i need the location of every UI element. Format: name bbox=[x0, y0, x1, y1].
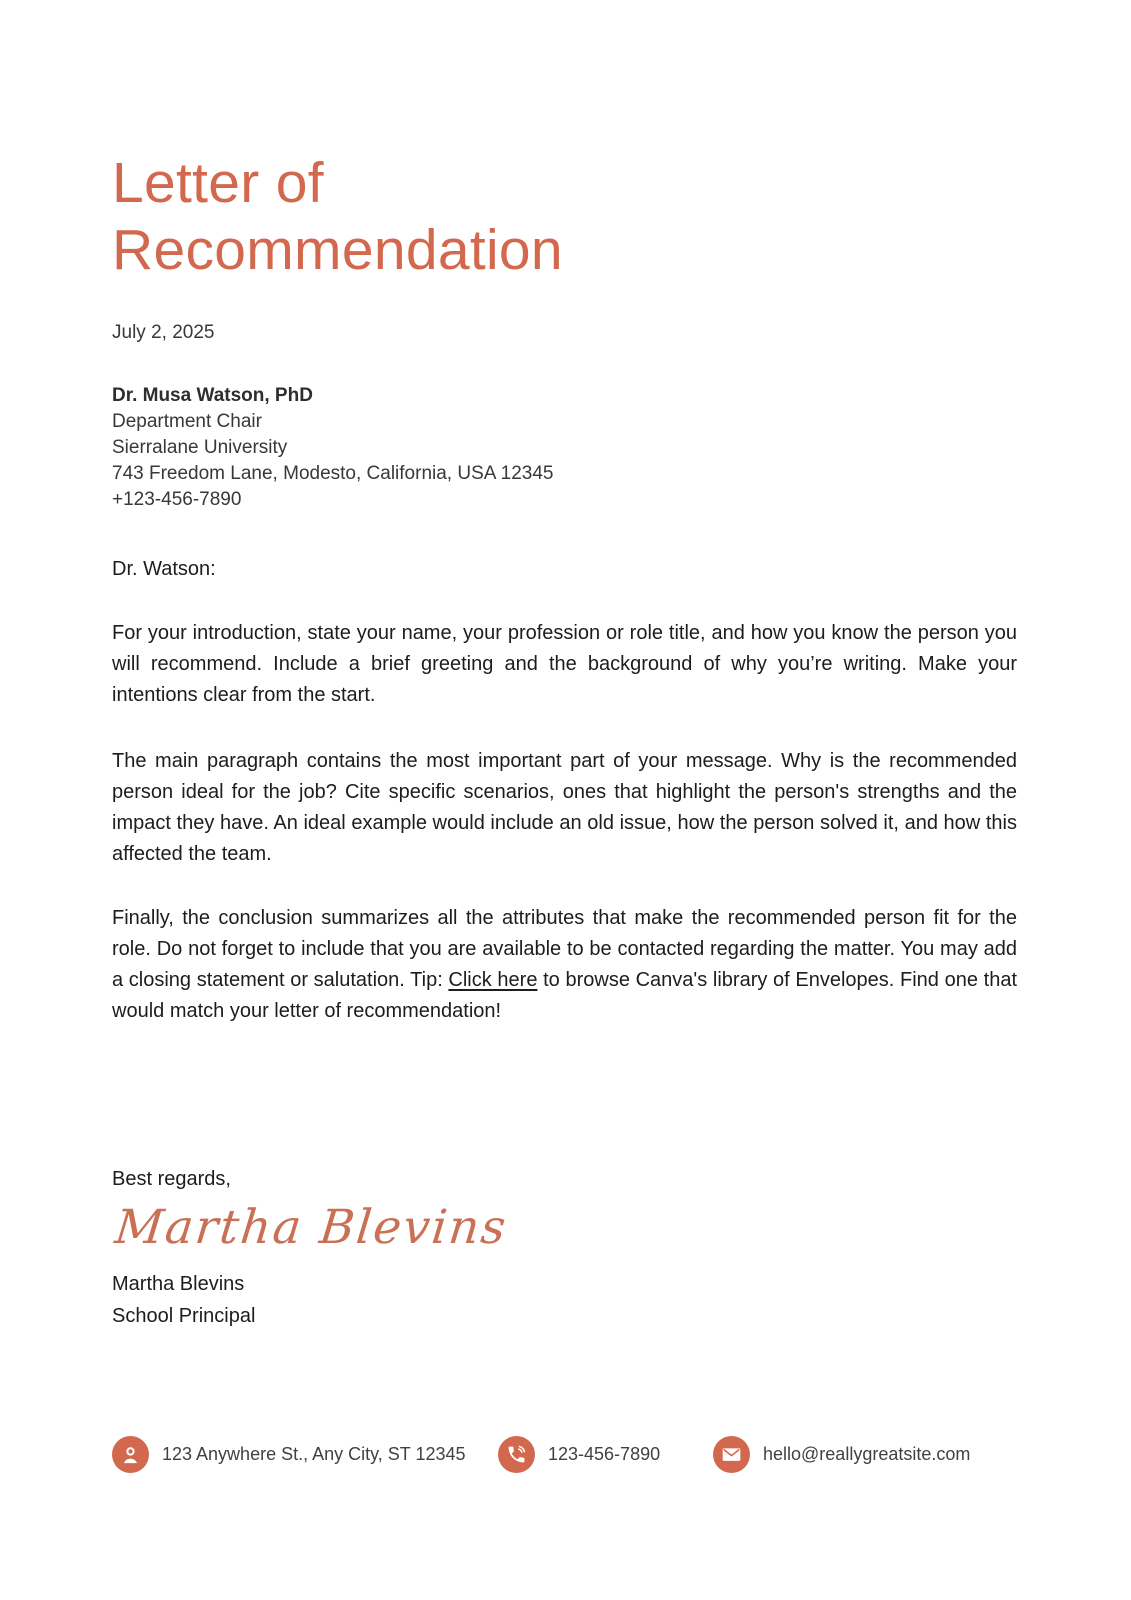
footer-phone-item bbox=[498, 1436, 660, 1473]
body-paragraph-3-after: to browse Canva's library of Envelopes. Find one that would match your letter of recommendation! bbox=[112, 969, 1017, 1022]
footer-address-text: 123 Anywhere St., Any City, ST 12345 bbox=[162, 1444, 466, 1464]
footer-address-item bbox=[112, 1436, 466, 1473]
page-title-line-1: Letter of bbox=[112, 151, 324, 215]
recipient-phone: +123-456-7890 bbox=[112, 489, 242, 510]
recipient-name: Dr. Musa Watson, PhD bbox=[112, 385, 313, 406]
handwritten-signature: Martha Blevins bbox=[112, 1200, 511, 1255]
page-title bbox=[112, 150, 1017, 284]
contact-footer bbox=[112, 1436, 1017, 1476]
body-paragraph-2: The main paragraph contains the most important part of your message. Why is the recommended person ideal for the job? Cite specific scenarios, ones that highlight the person's strengths and the impact they have. An ideal example would include an old issue, how the person solved it, and how this affected the team. bbox=[112, 750, 1017, 865]
click-here-link[interactable]: Click here bbox=[448, 969, 538, 991]
signer-role: School Principal bbox=[112, 1305, 256, 1327]
signer-block bbox=[112, 1268, 1017, 1332]
recipient-block bbox=[112, 383, 1017, 513]
recipient-role: Department Chair bbox=[112, 411, 262, 432]
page-title-line-2: Recommendation bbox=[112, 218, 563, 282]
footer-phone-text: 123-456-7890 bbox=[548, 1444, 661, 1464]
letter-content bbox=[112, 0, 1017, 1332]
email-icon bbox=[713, 1436, 750, 1473]
body-paragraph-1: For your introduction, state your name, your profession or role title, and how you know the person you will recommend. Include a brief greeting and the background of why you’re writing. Make your intentions clear from the start. bbox=[112, 622, 1017, 706]
phone-icon bbox=[498, 1436, 535, 1473]
letter-date: July 2, 2025 bbox=[112, 322, 215, 343]
closing-line: Best regards, bbox=[112, 1168, 231, 1190]
signer-name: Martha Blevins bbox=[112, 1273, 245, 1295]
body-paragraph-3 bbox=[112, 903, 1017, 1027]
footer-email-text: hello@reallygreatsite.com bbox=[763, 1444, 971, 1464]
person-location-icon bbox=[112, 1436, 149, 1473]
body-paragraph-3-before: Finally, the conclusion summarizes all the attributes that make the recommended person fit for the role. Do not forget to include that you are available to be contacted regarding the matter. You may add a closing statement or salutation. Tip: bbox=[112, 907, 1017, 991]
recipient-address: 743 Freedom Lane, Modesto, California, USA 12345 bbox=[112, 463, 554, 484]
recipient-organization: Sierralane University bbox=[112, 437, 288, 458]
salutation: Dr. Watson: bbox=[112, 558, 216, 580]
footer-email-item bbox=[713, 1436, 970, 1473]
